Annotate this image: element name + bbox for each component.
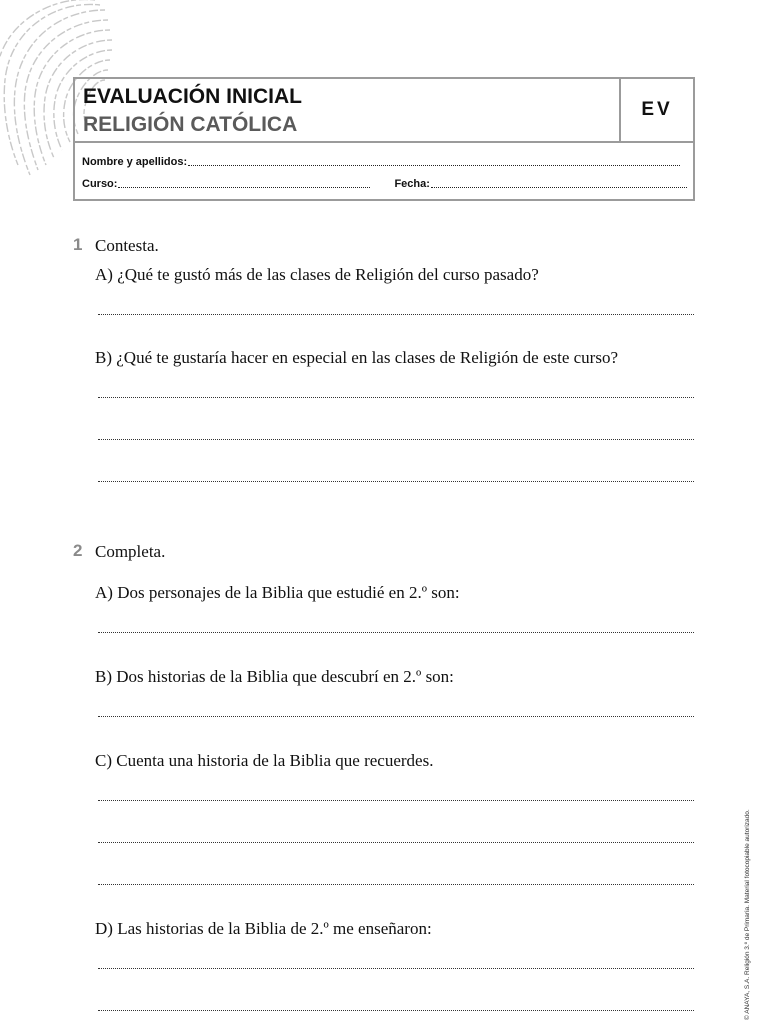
course-label: Curso: [82, 178, 118, 190]
section-1-question-b: B) ¿Qué te gustaría hacer en especial en las clases de Religión de este curso? [95, 348, 618, 367]
section-2-question-d: D) Las historias de la Biblia de 2.º me enseñaron: [95, 919, 432, 938]
name-field-row [82, 155, 680, 168]
answer-line[interactable] [98, 397, 694, 398]
section-2-instruction: Completa. [95, 542, 166, 561]
code-area [621, 79, 693, 143]
copyright-notice: © ANAYA, S.A. Religión 3.º de Primaria. Material fotocopiable autorizado. [744, 809, 751, 1020]
header-box [73, 77, 695, 201]
section-2-question-a: A) Dos personajes de la Biblia que estudié en 2.º son: [95, 583, 460, 602]
page-subtitle: RELIGIÓN CATÓLICA [83, 113, 298, 136]
date-label: Fecha: [394, 178, 430, 190]
section-1-question-a: A) ¿Qué te gustó más de las clases de Religión del curso pasado? [95, 265, 539, 284]
title-area [75, 79, 621, 143]
section-2-question-b: B) Dos historias de la Biblia que descubrí en 2.º son: [95, 667, 454, 686]
answer-line[interactable] [98, 884, 694, 885]
section-2-number: 2 [73, 541, 83, 560]
section-1-instruction: Contesta. [95, 236, 159, 255]
section-1-number: 1 [73, 235, 83, 254]
answer-line[interactable] [98, 800, 694, 801]
answer-line[interactable] [98, 314, 694, 315]
name-field[interactable] [188, 155, 680, 166]
answer-line[interactable] [98, 439, 694, 440]
date-field[interactable] [431, 177, 687, 188]
answer-line[interactable] [98, 481, 694, 482]
answer-line[interactable] [98, 716, 694, 717]
course-date-row [82, 177, 687, 190]
name-label: Nombre y apellidos: [82, 156, 188, 168]
answer-line[interactable] [98, 1010, 694, 1011]
page-title: EVALUACIÓN INICIAL [83, 85, 302, 108]
course-field[interactable] [118, 177, 370, 188]
answer-line[interactable] [98, 968, 694, 969]
answer-line[interactable] [98, 632, 694, 633]
answer-line[interactable] [98, 842, 694, 843]
section-2-question-c: C) Cuenta una historia de la Biblia que recuerdes. [95, 751, 434, 770]
evaluation-code: EV [641, 99, 673, 120]
